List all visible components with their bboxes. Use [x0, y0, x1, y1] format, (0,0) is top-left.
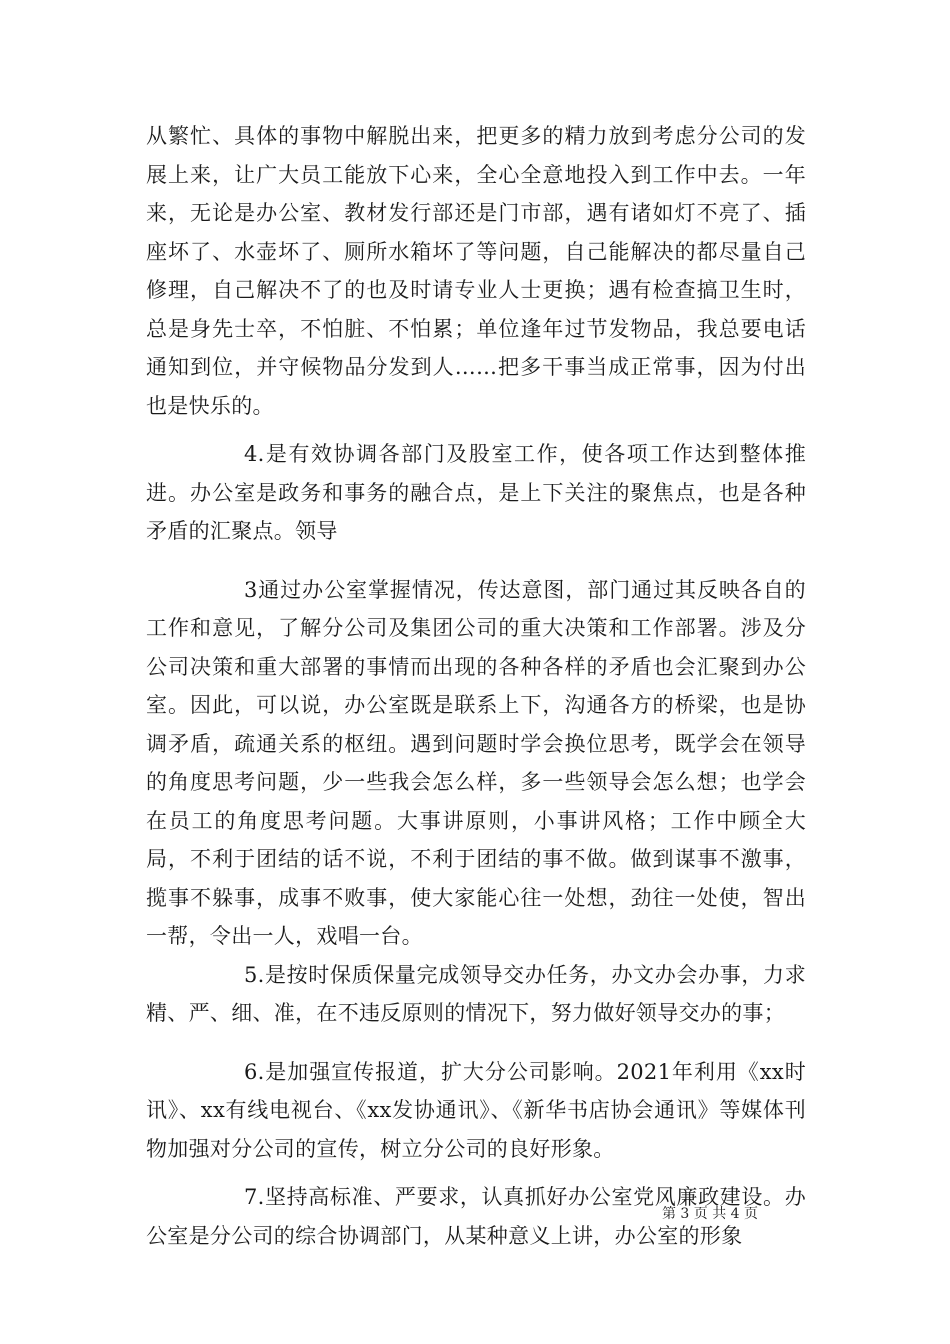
- paragraph-5: 6.是加强宣传报道，扩大分公司影响。2021年利用《xx时讯》、xx有线电视台、《xx发协通讯》、《新华书店协会通讯》等媒体刊物加强对分公司的宣传，树立分公司的良好形象。: [146, 1059, 806, 1161]
- paragraph-1: 从繁忙、具体的事物中解脱出来，把更多的精力放到考虑分公司的发展上来，让广大员工能放下心来，全心全意地投入到工作中去。一年来，无论是办公室、教材发行部还是门市部，遇有诸如灯不亮了、插座坏了、水壶坏了、厕所水箱坏了等问题，自己能解决的都尽量自己修理，自己解决不了的也及时请专业人士更换；遇有检查搞卫生时，总是身先士卒，不怕脏、不怕累；单位逢年过节发物品，我总要电话通知到位，并守候物品分发到人……把多干事当成正常事，因为付出也是快乐的。: [146, 124, 806, 418]
- page-number-footer: 第 3 页 共 4 页: [661, 1206, 759, 1222]
- paragraph-6: 7.坚持高标准、严要求，认真抓好办公室党风廉政建设。办公室是分公司的综合协调部门，从某种意义上讲，办公室的形象: [146, 1185, 806, 1248]
- paragraph-2: 4.是有效协调各部门及股室工作，使各项工作达到整体推进。办公室是政务和事务的融合点，是上下关注的聚焦点，也是各种矛盾的汇聚点。领导: [146, 442, 806, 543]
- document-body: [146, 117, 806, 1255]
- paragraph-4: 5.是按时保质保量完成领导交办任务，办文办会办事，力求精、严、细、准，在不违反原则的情况下，努力做好领导交办的事；: [146, 962, 806, 1025]
- paragraph-3: 3通过办公室掌握情况，传达意图，部门通过其反映各自的工作和意见，了解分公司及集团公司的重大决策和工作部署。涉及分公司决策和重大部署的事情而出现的各种各样的矛盾也会汇聚到办公室。因此，可以说，办公室既是联系上下，沟通各方的桥梁，也是协调矛盾，疏通关系的枢纽。遇到问题时学会换位思考，既学会在领导的角度思考问题，少一些我会怎么样，多一些领导会怎么想；也学会在员工的角度思考问题。大事讲原则，小事讲风格；工作中顾全大局，不利于团结的话不说，不利于团结的事不做。做到谋事不激事，揽事不躲事，成事不败事，使大家能心往一处想，劲往一处使，智出一帮，令出一人，戏唱一台。: [146, 577, 806, 948]
